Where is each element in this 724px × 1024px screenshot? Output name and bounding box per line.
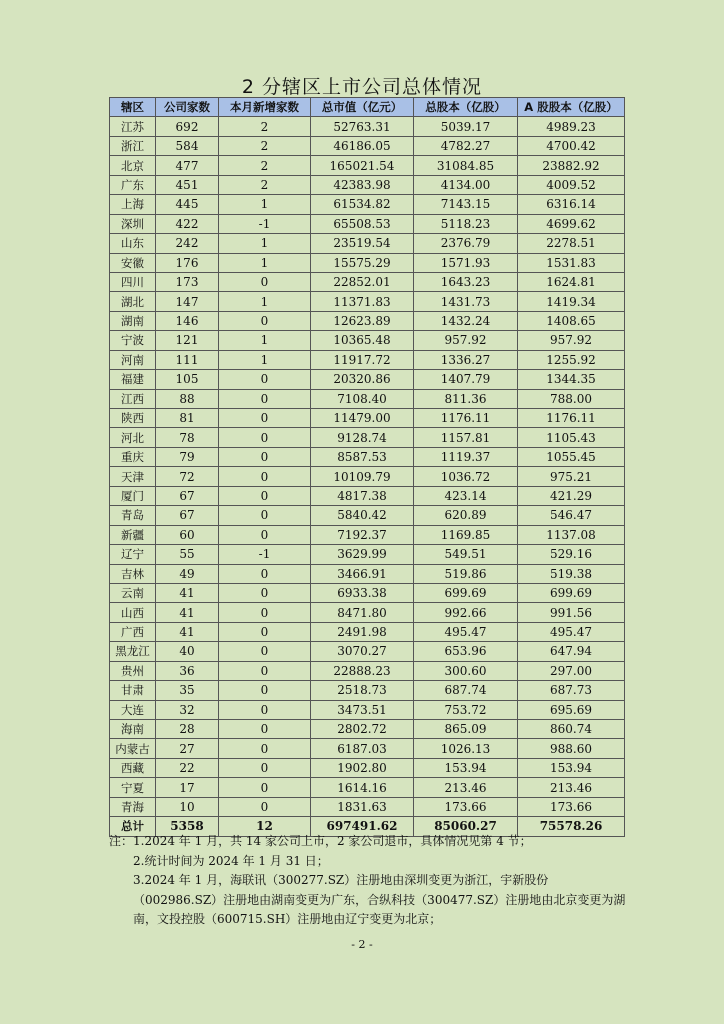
table-cell: 0 bbox=[219, 389, 311, 408]
table-cell: 0 bbox=[219, 720, 311, 739]
table-cell: 5039.17 bbox=[414, 117, 518, 136]
column-header: A 股股本（亿股） bbox=[518, 98, 625, 117]
table-cell: 10365.48 bbox=[311, 331, 414, 350]
table-cell: 0 bbox=[219, 681, 311, 700]
table-cell: 1432.24 bbox=[414, 311, 518, 330]
total-cell: 总计 bbox=[110, 817, 156, 836]
table-cell: 甘肃 bbox=[110, 681, 156, 700]
table-cell: 1169.85 bbox=[414, 525, 518, 544]
table-row bbox=[110, 195, 625, 214]
table-cell: 海南 bbox=[110, 720, 156, 739]
table-cell: 1831.63 bbox=[311, 797, 414, 816]
table-row bbox=[110, 272, 625, 291]
column-header: 总市值（亿元） bbox=[311, 98, 414, 117]
table-cell: 新疆 bbox=[110, 525, 156, 544]
table-cell: 西藏 bbox=[110, 758, 156, 777]
table-cell: 495.47 bbox=[414, 622, 518, 641]
table-cell: 147 bbox=[156, 292, 219, 311]
table-cell: 788.00 bbox=[518, 389, 625, 408]
table-cell: 35 bbox=[156, 681, 219, 700]
table-cell: 0 bbox=[219, 661, 311, 680]
table-cell: 8471.80 bbox=[311, 603, 414, 622]
table-cell: 青海 bbox=[110, 797, 156, 816]
table-cell: 991.56 bbox=[518, 603, 625, 622]
table-header-row bbox=[110, 98, 625, 117]
table-cell: 1 bbox=[219, 331, 311, 350]
table-row bbox=[110, 758, 625, 777]
table-cell: 4817.38 bbox=[311, 486, 414, 505]
table-cell: 8587.53 bbox=[311, 447, 414, 466]
table-cell: 584 bbox=[156, 136, 219, 155]
column-header: 辖区 bbox=[110, 98, 156, 117]
table-cell: 121 bbox=[156, 331, 219, 350]
table-cell: 大连 bbox=[110, 700, 156, 719]
table-cell: 青岛 bbox=[110, 506, 156, 525]
table-cell: 4782.27 bbox=[414, 136, 518, 155]
table-cell: 0 bbox=[219, 525, 311, 544]
table-row bbox=[110, 583, 625, 602]
table-cell: 49 bbox=[156, 564, 219, 583]
table-cell: 695.69 bbox=[518, 700, 625, 719]
footnote-2: 2.统计时间为 2024 年 1 月 31 日； bbox=[133, 853, 329, 868]
table-cell: 湖南 bbox=[110, 311, 156, 330]
table-row bbox=[110, 720, 625, 739]
table-cell: 0 bbox=[219, 700, 311, 719]
table-row bbox=[110, 564, 625, 583]
table-cell: 992.66 bbox=[414, 603, 518, 622]
table-cell: 2376.79 bbox=[414, 234, 518, 253]
table-cell: 广东 bbox=[110, 175, 156, 194]
table-cell: -1 bbox=[219, 214, 311, 233]
table-cell: 957.92 bbox=[518, 331, 625, 350]
table-cell: 519.38 bbox=[518, 564, 625, 583]
table-cell: 55 bbox=[156, 545, 219, 564]
table-cell: 445 bbox=[156, 195, 219, 214]
table-cell: 23882.92 bbox=[518, 156, 625, 175]
table-cell: 975.21 bbox=[518, 467, 625, 486]
table-row bbox=[110, 797, 625, 816]
table-cell: 6187.03 bbox=[311, 739, 414, 758]
table-cell: 1614.16 bbox=[311, 778, 414, 797]
table-cell: 153.94 bbox=[414, 758, 518, 777]
table-row bbox=[110, 331, 625, 350]
table-cell: 0 bbox=[219, 797, 311, 816]
table-cell: 1105.43 bbox=[518, 428, 625, 447]
table-cell: 江苏 bbox=[110, 117, 156, 136]
footnote-1: 注：1.2024 年 1 月，共 14 家公司上市，2 家公司退市，具体情况见第 4 节； bbox=[109, 834, 532, 848]
table-cell: 上海 bbox=[110, 195, 156, 214]
table-cell: 5118.23 bbox=[414, 214, 518, 233]
total-cell: 697491.62 bbox=[311, 817, 414, 836]
column-header: 总股本（亿股） bbox=[414, 98, 518, 117]
table-row bbox=[110, 428, 625, 447]
table-cell: 81 bbox=[156, 409, 219, 428]
table-row bbox=[110, 681, 625, 700]
table-cell: 2 bbox=[219, 175, 311, 194]
table-row bbox=[110, 525, 625, 544]
table-cell: 河南 bbox=[110, 350, 156, 369]
table-cell: 10 bbox=[156, 797, 219, 816]
table-cell: 7192.37 bbox=[311, 525, 414, 544]
table-cell: 20320.86 bbox=[311, 370, 414, 389]
table-cell: 242 bbox=[156, 234, 219, 253]
table-cell: 4989.23 bbox=[518, 117, 625, 136]
table-cell: 1624.81 bbox=[518, 272, 625, 291]
table-cell: 0 bbox=[219, 758, 311, 777]
table-cell: 23519.54 bbox=[311, 234, 414, 253]
table-cell: 860.74 bbox=[518, 720, 625, 739]
table-cell: 3629.99 bbox=[311, 545, 414, 564]
table-cell: 22852.01 bbox=[311, 272, 414, 291]
table-cell: 1407.79 bbox=[414, 370, 518, 389]
table-cell: 1336.27 bbox=[414, 350, 518, 369]
table-row bbox=[110, 545, 625, 564]
table-cell: 0 bbox=[219, 603, 311, 622]
table-cell: -1 bbox=[219, 545, 311, 564]
footnotes bbox=[109, 832, 629, 930]
table-row bbox=[110, 642, 625, 661]
table-cell: 宁夏 bbox=[110, 778, 156, 797]
table-cell: 72 bbox=[156, 467, 219, 486]
table-cell: 165021.54 bbox=[311, 156, 414, 175]
table-cell: 0 bbox=[219, 739, 311, 758]
table-cell: 广西 bbox=[110, 622, 156, 641]
table-cell: 699.69 bbox=[414, 583, 518, 602]
table-cell: 32 bbox=[156, 700, 219, 719]
table-cell: 105 bbox=[156, 370, 219, 389]
table-cell: 1 bbox=[219, 292, 311, 311]
table-row bbox=[110, 156, 625, 175]
table-cell: 65508.53 bbox=[311, 214, 414, 233]
table-cell: 1408.65 bbox=[518, 311, 625, 330]
table-cell: 3070.27 bbox=[311, 642, 414, 661]
table-cell: 1902.80 bbox=[311, 758, 414, 777]
table-cell: 黑龙江 bbox=[110, 642, 156, 661]
table-cell: 41 bbox=[156, 622, 219, 641]
table-cell: 36 bbox=[156, 661, 219, 680]
table-row bbox=[110, 117, 625, 136]
table-cell: 549.51 bbox=[414, 545, 518, 564]
table-cell: 0 bbox=[219, 506, 311, 525]
table-row bbox=[110, 467, 625, 486]
table-cell: 0 bbox=[219, 272, 311, 291]
table-cell: 0 bbox=[219, 583, 311, 602]
table-cell: 1119.37 bbox=[414, 447, 518, 466]
table-cell: 4699.62 bbox=[518, 214, 625, 233]
table-row bbox=[110, 175, 625, 194]
table-cell: 22888.23 bbox=[311, 661, 414, 680]
table-row bbox=[110, 603, 625, 622]
table-row bbox=[110, 253, 625, 272]
table-cell: 2802.72 bbox=[311, 720, 414, 739]
table-cell: 厦门 bbox=[110, 486, 156, 505]
table-cell: 495.47 bbox=[518, 622, 625, 641]
table-cell: 天津 bbox=[110, 467, 156, 486]
table-cell: 687.73 bbox=[518, 681, 625, 700]
table-cell: 1571.93 bbox=[414, 253, 518, 272]
table-cell: 江西 bbox=[110, 389, 156, 408]
table-row bbox=[110, 389, 625, 408]
table-cell: 11917.72 bbox=[311, 350, 414, 369]
column-header: 本月新增家数 bbox=[219, 98, 311, 117]
table-cell: 52763.31 bbox=[311, 117, 414, 136]
table-cell: 1 bbox=[219, 195, 311, 214]
table-cell: 4009.52 bbox=[518, 175, 625, 194]
table-cell: 173.66 bbox=[518, 797, 625, 816]
table-cell: 2 bbox=[219, 136, 311, 155]
table-cell: 687.74 bbox=[414, 681, 518, 700]
table-cell: 辽宁 bbox=[110, 545, 156, 564]
table-cell: 安徽 bbox=[110, 253, 156, 272]
table-cell: 2278.51 bbox=[518, 234, 625, 253]
table-cell: 451 bbox=[156, 175, 219, 194]
table-cell: 湖北 bbox=[110, 292, 156, 311]
table-cell: 176 bbox=[156, 253, 219, 272]
table-cell: 46186.05 bbox=[311, 136, 414, 155]
total-cell: 5358 bbox=[156, 817, 219, 836]
table-cell: 79 bbox=[156, 447, 219, 466]
table-cell: 297.00 bbox=[518, 661, 625, 680]
table-cell: 153.94 bbox=[518, 758, 625, 777]
table-cell: 519.86 bbox=[414, 564, 518, 583]
table-cell: 61534.82 bbox=[311, 195, 414, 214]
table-cell: 2 bbox=[219, 117, 311, 136]
table-row bbox=[110, 409, 625, 428]
table-cell: 1 bbox=[219, 253, 311, 272]
table-cell: 42383.98 bbox=[311, 175, 414, 194]
table-cell: 0 bbox=[219, 467, 311, 486]
table-cell: 1531.83 bbox=[518, 253, 625, 272]
table-cell: 1055.45 bbox=[518, 447, 625, 466]
table-cell: 529.16 bbox=[518, 545, 625, 564]
table-cell: 620.89 bbox=[414, 506, 518, 525]
table-cell: 1 bbox=[219, 350, 311, 369]
table-row bbox=[110, 778, 625, 797]
table-cell: 67 bbox=[156, 506, 219, 525]
table-cell: 0 bbox=[219, 486, 311, 505]
table-cell: 1176.11 bbox=[414, 409, 518, 428]
table-cell: 1176.11 bbox=[518, 409, 625, 428]
table-row bbox=[110, 350, 625, 369]
table-cell: 692 bbox=[156, 117, 219, 136]
listed-companies-table bbox=[109, 97, 625, 837]
table-cell: 2518.73 bbox=[311, 681, 414, 700]
table-cell: 河北 bbox=[110, 428, 156, 447]
table-body bbox=[110, 117, 625, 836]
table-cell: 宁波 bbox=[110, 331, 156, 350]
table-cell: 4700.42 bbox=[518, 136, 625, 155]
table-cell: 浙江 bbox=[110, 136, 156, 155]
table-cell: 477 bbox=[156, 156, 219, 175]
table-cell: 4134.00 bbox=[414, 175, 518, 194]
table-row bbox=[110, 622, 625, 641]
table-row bbox=[110, 370, 625, 389]
table-cell: 28 bbox=[156, 720, 219, 739]
table-cell: 31084.85 bbox=[414, 156, 518, 175]
table-cell: 146 bbox=[156, 311, 219, 330]
table-cell: 1026.13 bbox=[414, 739, 518, 758]
total-cell: 75578.26 bbox=[518, 817, 625, 836]
table-cell: 6316.14 bbox=[518, 195, 625, 214]
table-cell: 17 bbox=[156, 778, 219, 797]
table-row bbox=[110, 700, 625, 719]
table-row bbox=[110, 311, 625, 330]
footnote-3: 3.2024 年 1 月，海联讯（300277.SZ）注册地由深圳变更为浙江，宇新股份（002986.SZ）注册地由湖南变更为广东，合纵科技（300477.SZ）注册地由北京变更为湖南，文投控股（600715.SH）注册地由辽宁变更为北京； bbox=[133, 873, 626, 926]
table-cell: 865.09 bbox=[414, 720, 518, 739]
table-cell: 647.94 bbox=[518, 642, 625, 661]
table-cell: 22 bbox=[156, 758, 219, 777]
table-cell: 699.69 bbox=[518, 583, 625, 602]
page-number: - 2 - bbox=[351, 938, 373, 951]
table-row bbox=[110, 292, 625, 311]
table-cell: 1255.92 bbox=[518, 350, 625, 369]
table-cell: 811.36 bbox=[414, 389, 518, 408]
table-cell: 546.47 bbox=[518, 506, 625, 525]
table-cell: 2491.98 bbox=[311, 622, 414, 641]
table-cell: 重庆 bbox=[110, 447, 156, 466]
table-cell: 2 bbox=[219, 156, 311, 175]
table-cell: 陕西 bbox=[110, 409, 156, 428]
table-cell: 12623.89 bbox=[311, 311, 414, 330]
table-cell: 213.46 bbox=[414, 778, 518, 797]
table-cell: 1643.23 bbox=[414, 272, 518, 291]
table-cell: 1419.34 bbox=[518, 292, 625, 311]
total-cell: 85060.27 bbox=[414, 817, 518, 836]
table-cell: 40 bbox=[156, 642, 219, 661]
table-cell: 27 bbox=[156, 739, 219, 758]
table-row bbox=[110, 739, 625, 758]
table-cell: 四川 bbox=[110, 272, 156, 291]
table-cell: 7108.40 bbox=[311, 389, 414, 408]
table-cell: 6933.38 bbox=[311, 583, 414, 602]
table-cell: 5840.42 bbox=[311, 506, 414, 525]
table-cell: 653.96 bbox=[414, 642, 518, 661]
table-cell: 山西 bbox=[110, 603, 156, 622]
table-cell: 福建 bbox=[110, 370, 156, 389]
table-cell: 41 bbox=[156, 603, 219, 622]
table-cell: 内蒙古 bbox=[110, 739, 156, 758]
table-row bbox=[110, 661, 625, 680]
table-cell: 3473.51 bbox=[311, 700, 414, 719]
table-cell: 300.60 bbox=[414, 661, 518, 680]
table-cell: 11479.00 bbox=[311, 409, 414, 428]
table-cell: 67 bbox=[156, 486, 219, 505]
table-cell: 深圳 bbox=[110, 214, 156, 233]
table-cell: 173.66 bbox=[414, 797, 518, 816]
table-cell: 1157.81 bbox=[414, 428, 518, 447]
table-cell: 0 bbox=[219, 370, 311, 389]
table-cell: 1431.73 bbox=[414, 292, 518, 311]
table-cell: 0 bbox=[219, 564, 311, 583]
table-cell: 10109.79 bbox=[311, 467, 414, 486]
table-title: 2 分辖区上市公司总体情况 bbox=[241, 76, 483, 98]
table-cell: 78 bbox=[156, 428, 219, 447]
table-cell: 3466.91 bbox=[311, 564, 414, 583]
table-cell: 423.14 bbox=[414, 486, 518, 505]
table-row bbox=[110, 486, 625, 505]
table-cell: 422 bbox=[156, 214, 219, 233]
table-cell: 云南 bbox=[110, 583, 156, 602]
table-cell: 957.92 bbox=[414, 331, 518, 350]
table-cell: 173 bbox=[156, 272, 219, 291]
table-row bbox=[110, 447, 625, 466]
table-cell: 吉林 bbox=[110, 564, 156, 583]
table-cell: 9128.74 bbox=[311, 428, 414, 447]
table-cell: 0 bbox=[219, 778, 311, 797]
table-cell: 60 bbox=[156, 525, 219, 544]
table-cell: 北京 bbox=[110, 156, 156, 175]
column-header: 公司家数 bbox=[156, 98, 219, 117]
table-cell: 1036.72 bbox=[414, 467, 518, 486]
table-cell: 山东 bbox=[110, 234, 156, 253]
table-cell: 1137.08 bbox=[518, 525, 625, 544]
table-row bbox=[110, 234, 625, 253]
table-cell: 0 bbox=[219, 447, 311, 466]
table-cell: 88 bbox=[156, 389, 219, 408]
table-cell: 0 bbox=[219, 311, 311, 330]
table-row bbox=[110, 136, 625, 155]
table-cell: 753.72 bbox=[414, 700, 518, 719]
table-cell: 41 bbox=[156, 583, 219, 602]
table-cell: 0 bbox=[219, 428, 311, 447]
table-cell: 15575.29 bbox=[311, 253, 414, 272]
table-cell: 213.46 bbox=[518, 778, 625, 797]
table-cell: 0 bbox=[219, 642, 311, 661]
table-cell: 1344.35 bbox=[518, 370, 625, 389]
table-cell: 1 bbox=[219, 234, 311, 253]
table-cell: 111 bbox=[156, 350, 219, 369]
table-cell: 0 bbox=[219, 409, 311, 428]
table-row bbox=[110, 214, 625, 233]
total-cell: 12 bbox=[219, 817, 311, 836]
table-cell: 988.60 bbox=[518, 739, 625, 758]
table-cell: 7143.15 bbox=[414, 195, 518, 214]
table-cell: 0 bbox=[219, 622, 311, 641]
table-row bbox=[110, 506, 625, 525]
table-cell: 421.29 bbox=[518, 486, 625, 505]
table-cell: 11371.83 bbox=[311, 292, 414, 311]
table-cell: 贵州 bbox=[110, 661, 156, 680]
